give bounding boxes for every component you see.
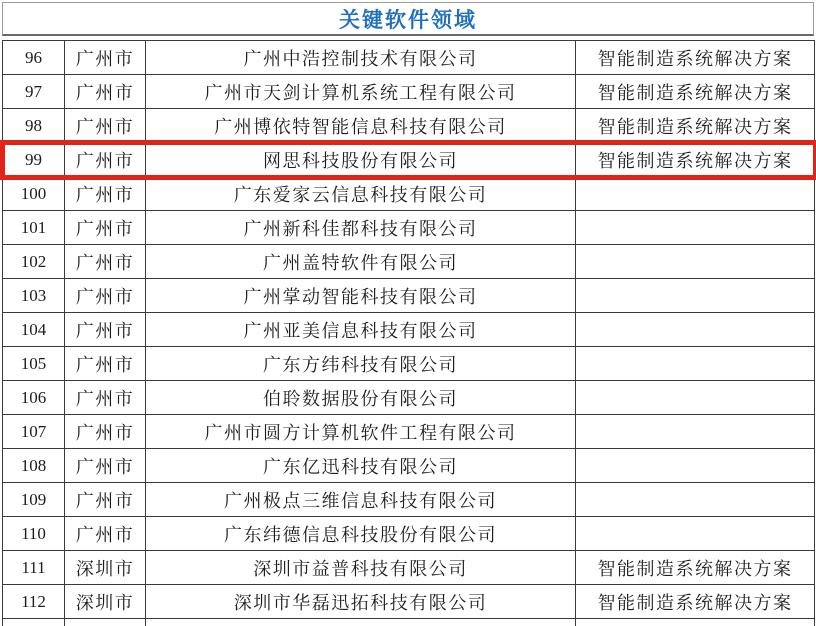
- table-title-band: [2, 2, 814, 36]
- category-cell: [576, 483, 815, 517]
- row-number-cell: 100: [3, 177, 65, 211]
- city-cell: 广州市: [65, 41, 146, 75]
- city-cell: 广州市: [65, 415, 146, 449]
- category-cell: [576, 211, 815, 245]
- page-title: 关键软件领域: [339, 8, 477, 32]
- company-name-cell: 广东方纬科技有限公司: [146, 347, 576, 381]
- row-number-cell: 103: [3, 279, 65, 313]
- company-name-cell: 广东亿迅科技有限公司: [146, 449, 576, 483]
- table-row: [3, 109, 815, 143]
- row-number-cell: 104: [3, 313, 65, 347]
- city-cell: 广州市: [65, 517, 146, 551]
- row-number-cell: 101: [3, 211, 65, 245]
- city-cell: 深圳市: [65, 551, 146, 585]
- company-name-cell: 广州中浩控制技术有限公司: [146, 41, 576, 75]
- city-cell: 广州市: [65, 381, 146, 415]
- row-number-cell: 111: [3, 551, 65, 585]
- table-row: [3, 449, 815, 483]
- city-cell: 广州市: [65, 347, 146, 381]
- city-cell: 广州市: [65, 449, 146, 483]
- category-cell: [576, 313, 815, 347]
- city-cell: 广州市: [65, 177, 146, 211]
- row-number-cell: 106: [3, 381, 65, 415]
- category-cell: [576, 449, 815, 483]
- table-row: [3, 313, 815, 347]
- company-name-cell: 广州掌动智能科技有限公司: [146, 279, 576, 313]
- table-row: [3, 585, 815, 619]
- row-number-cell: 97: [3, 75, 65, 109]
- company-name-cell: 广东纬德信息科技股份有限公司: [146, 517, 576, 551]
- company-table-container: [2, 40, 814, 626]
- company-name-cell: 网思科技股份有限公司: [146, 143, 576, 177]
- row-number-cell: 108: [3, 449, 65, 483]
- category-cell: [576, 381, 815, 415]
- city-cell: 广州市: [65, 143, 146, 177]
- category-cell: 智能制造系统解决方案: [576, 41, 815, 75]
- table-body: [3, 41, 815, 626]
- row-number-cell: 107: [3, 415, 65, 449]
- city-cell: 广州市: [65, 75, 146, 109]
- table-row-highlighted: [3, 143, 815, 177]
- table-row: [3, 177, 815, 211]
- row-number-cell: 112: [3, 585, 65, 619]
- table-row: [3, 245, 815, 279]
- row-number-cell: 99: [3, 143, 65, 177]
- table-row: [3, 551, 815, 585]
- company-name-cell: 广州博依特智能信息科技有限公司: [146, 109, 576, 143]
- category-cell: 智能制造系统解决方案: [576, 75, 815, 109]
- table-row: [3, 483, 815, 517]
- city-cell: 深圳市: [65, 585, 146, 619]
- table-row: [3, 347, 815, 381]
- row-number-cell: 110: [3, 517, 65, 551]
- company-name-cell: [146, 619, 576, 626]
- table-row: [3, 517, 815, 551]
- city-cell: 广州市: [65, 211, 146, 245]
- city-cell: 广州市: [65, 109, 146, 143]
- category-cell: [576, 347, 815, 381]
- city-cell: [65, 619, 146, 626]
- company-name-cell: 深圳市华磊迅拓科技有限公司: [146, 585, 576, 619]
- company-name-cell: 广州亚美信息科技有限公司: [146, 313, 576, 347]
- category-cell: [576, 415, 815, 449]
- company-name-cell: 广州盖特软件有限公司: [146, 245, 576, 279]
- table-row: [3, 211, 815, 245]
- row-number-cell: 109: [3, 483, 65, 517]
- category-cell: [576, 619, 815, 626]
- row-number-cell: 102: [3, 245, 65, 279]
- city-cell: 广州市: [65, 245, 146, 279]
- table-row: [3, 75, 815, 109]
- row-number-cell: 96: [3, 41, 65, 75]
- category-cell: [576, 279, 815, 313]
- city-cell: 广州市: [65, 313, 146, 347]
- category-cell: 智能制造系统解决方案: [576, 143, 815, 177]
- company-name-cell: 伯聆数据股份有限公司: [146, 381, 576, 415]
- table-row-partial: [3, 619, 815, 626]
- company-name-cell: 深圳市益普科技有限公司: [146, 551, 576, 585]
- category-cell: [576, 177, 815, 211]
- company-name-cell: 广州极点三维信息科技有限公司: [146, 483, 576, 517]
- row-number-cell: 105: [3, 347, 65, 381]
- row-number-cell: [3, 619, 65, 626]
- city-cell: 广州市: [65, 483, 146, 517]
- company-table: [2, 40, 815, 626]
- row-number-cell: 98: [3, 109, 65, 143]
- company-name-cell: 广州市天剑计算机系统工程有限公司: [146, 75, 576, 109]
- category-cell: 智能制造系统解决方案: [576, 551, 815, 585]
- company-name-cell: 广东爱家云信息科技有限公司: [146, 177, 576, 211]
- table-row: [3, 41, 815, 75]
- category-cell: 智能制造系统解决方案: [576, 109, 815, 143]
- table-row: [3, 381, 815, 415]
- company-name-cell: 广州市圆方计算机软件工程有限公司: [146, 415, 576, 449]
- company-name-cell: 广州新科佳都科技有限公司: [146, 211, 576, 245]
- city-cell: 广州市: [65, 279, 146, 313]
- category-cell: 智能制造系统解决方案: [576, 585, 815, 619]
- category-cell: [576, 517, 815, 551]
- category-cell: [576, 245, 815, 279]
- table-row: [3, 279, 815, 313]
- table-row: [3, 415, 815, 449]
